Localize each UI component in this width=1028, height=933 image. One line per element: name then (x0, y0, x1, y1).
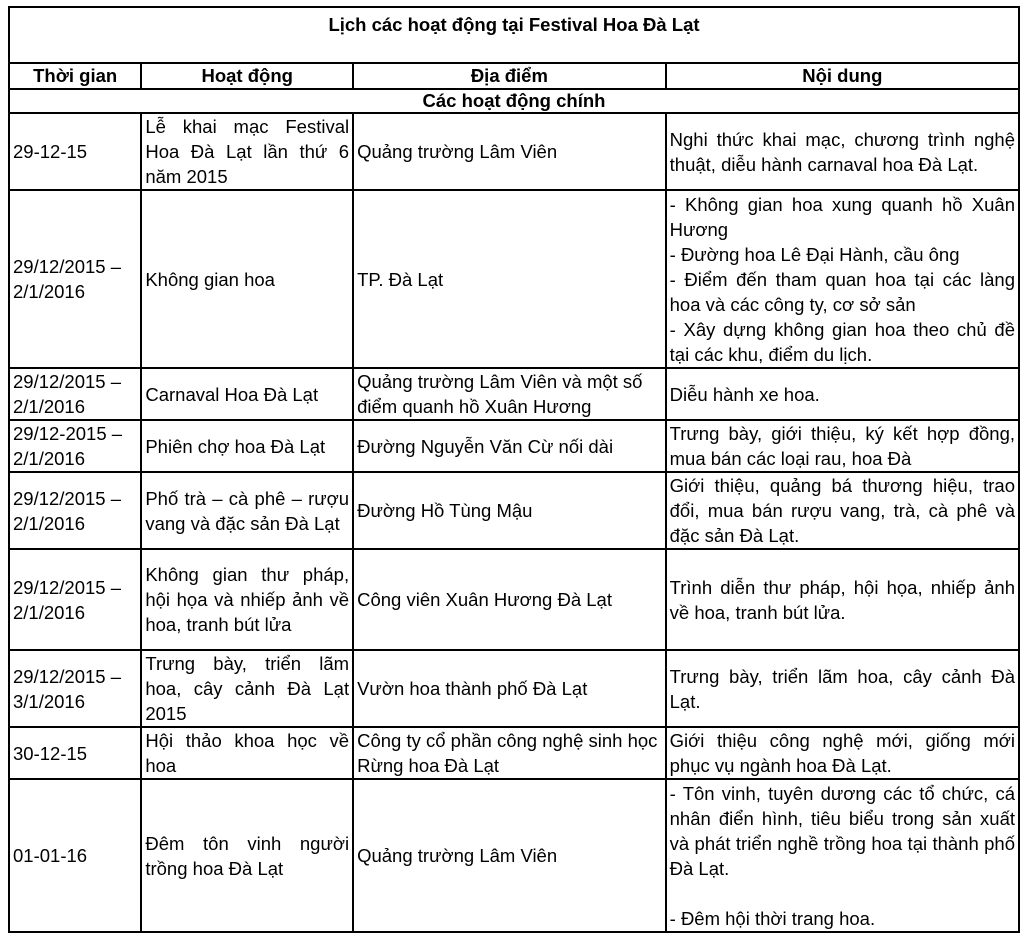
cell-time (9, 420, 141, 472)
header-time: Thời gian (9, 63, 141, 89)
cell-place: TP. Đà Lạt (353, 190, 666, 368)
cell-content (666, 549, 1019, 650)
time-line: 29/12/2015 – (13, 487, 122, 509)
content-line: - Điểm đến tham quan hoa tại các làng hoa và các công ty, cơ sở sản (669, 268, 1015, 315)
cell-content (666, 368, 1019, 420)
cell-activity: Đêm tôn vinh người trồng hoa Đà Lạt (141, 779, 353, 932)
cell-activity: Hội thảo khoa học về hoa (141, 727, 353, 779)
cell-time (9, 779, 141, 932)
time-line: 2/1/2016 (13, 601, 86, 623)
cell-place: Công viên Xuân Hương Đà Lạt (353, 549, 666, 650)
table-row (9, 472, 1019, 549)
content-line: Trưng bày, triển lãm hoa, cây cảnh Đà Lạt. (669, 665, 1015, 712)
cell-place: Đường Hồ Tùng Mậu (353, 472, 666, 549)
cell-place: Quảng trường Lâm Viên (353, 779, 666, 932)
cell-content (666, 420, 1019, 472)
table-row (9, 190, 1019, 368)
cell-activity: Carnaval Hoa Đà Lạt (141, 368, 353, 420)
cell-activity: Không gian hoa (141, 190, 353, 368)
content-line: Diễu hành xe hoa. (669, 383, 820, 405)
cell-activity: Không gian thư pháp, hội họa và nhiếp ảnh về hoa, tranh bút lửa (141, 549, 353, 650)
cell-time (9, 113, 141, 190)
content-line (670, 881, 1015, 906)
cell-time (9, 727, 141, 779)
cell-time (9, 650, 141, 727)
cell-activity: Lễ khai mạc Festival Hoa Đà Lạt lần thứ 6 năm 2015 (141, 113, 353, 190)
time-line: 29/12/2015 – (13, 256, 122, 277)
content-line: - Đêm hội thời trang hoa. (669, 907, 876, 929)
table-body (9, 113, 1019, 932)
content-line: - Không gian hoa xung quanh hồ Xuân Hương (669, 193, 1015, 240)
cell-place: Vườn hoa thành phố Đà Lạt (353, 650, 666, 727)
table-row (9, 549, 1019, 650)
table-row (9, 779, 1019, 932)
time-line: 2/1/2016 (13, 512, 86, 534)
cell-content (666, 113, 1019, 190)
time-line: 01-01-16 (13, 845, 88, 866)
cell-activity: Phiên chợ hoa Đà Lạt (141, 420, 353, 472)
time-line: 29/12/2015 – (13, 576, 122, 598)
cell-place: Quảng trường Lâm Viên (353, 113, 666, 190)
header-activity: Hoạt động (141, 63, 353, 89)
cell-place: Công ty cổ phần công nghệ sinh học Rừng hoa Đà Lạt (353, 727, 666, 779)
time-line: 3/1/2016 (13, 690, 86, 712)
content-line: - Đường hoa Lê Đại Hành, cầu ông (669, 243, 960, 265)
table-row (9, 113, 1019, 190)
cell-content (666, 779, 1019, 932)
cell-content (666, 650, 1019, 727)
time-line: 29/12/2015 – (13, 665, 122, 687)
cell-time (9, 549, 141, 650)
cell-place: Đường Nguyễn Văn Cừ nối dài (353, 420, 666, 472)
cell-content (666, 727, 1019, 779)
table-title: Lịch các hoạt động tại Festival Hoa Đà Lạt (9, 7, 1019, 63)
content-line: Giới thiệu công nghệ mới, giống mới phục vụ ngành hoa Đà Lạt. (669, 730, 1015, 776)
cell-activity: Trưng bày, triển lãm hoa, cây cảnh Đà Lạt 2015 (141, 650, 353, 727)
table-row (9, 650, 1019, 727)
cell-activity: Phố trà – cà phê – rượu vang và đặc sản Đà Lạt (141, 472, 353, 549)
cell-time (9, 472, 141, 549)
cell-content (666, 472, 1019, 549)
table-row (9, 368, 1019, 420)
content-line: Giới thiệu, quảng bá thương hiệu, trao đổi, mua bán rượu vang, trà, cà phê và đặc sản Đà Lạt. (669, 475, 1015, 546)
cell-time (9, 190, 141, 368)
schedule-table (8, 6, 1020, 933)
content-line: - Xây dựng không gian hoa theo chủ đề tại các khu, điểm du lịch. (669, 318, 1015, 365)
header-place: Địa điểm (353, 63, 666, 89)
time-line: 2/1/2016 (13, 448, 86, 469)
content-line: - Tôn vinh, tuyên dương các tổ chức, cá nhân điển hình, tiêu biểu trong sản xuất và phát triển nghề trồng hoa tại thành phố Đà Lạt. (669, 782, 1015, 879)
content-line: Trưng bày, giới thiệu, ký kết hợp đồng, mua bán các loại rau, hoa Đà (669, 423, 1015, 469)
cell-place: Quảng trường Lâm Viên và một số điểm quanh hồ Xuân Hương (353, 368, 666, 420)
time-line: 29/12-2015 – (13, 423, 123, 444)
time-line: 29/12/2015 – (13, 371, 122, 392)
time-line: 29-12-15 (13, 141, 88, 162)
table-row (9, 420, 1019, 472)
content-line: Trình diễn thư pháp, hội họa, nhiếp ảnh về hoa, tranh bút lửa. (669, 576, 1015, 623)
time-line: 2/1/2016 (13, 396, 86, 417)
content-line: Nghi thức khai mạc, chương trình nghệ thuật, diễu hành carnaval hoa Đà Lạt. (669, 128, 1015, 175)
table-row (9, 727, 1019, 779)
time-line: 30-12-15 (13, 742, 88, 764)
section-title: Các hoạt động chính (9, 89, 1019, 113)
cell-content (666, 190, 1019, 368)
cell-time (9, 368, 141, 420)
time-line: 2/1/2016 (13, 281, 86, 302)
schedule-sheet (8, 6, 1020, 933)
header-content: Nội dung (666, 63, 1019, 89)
